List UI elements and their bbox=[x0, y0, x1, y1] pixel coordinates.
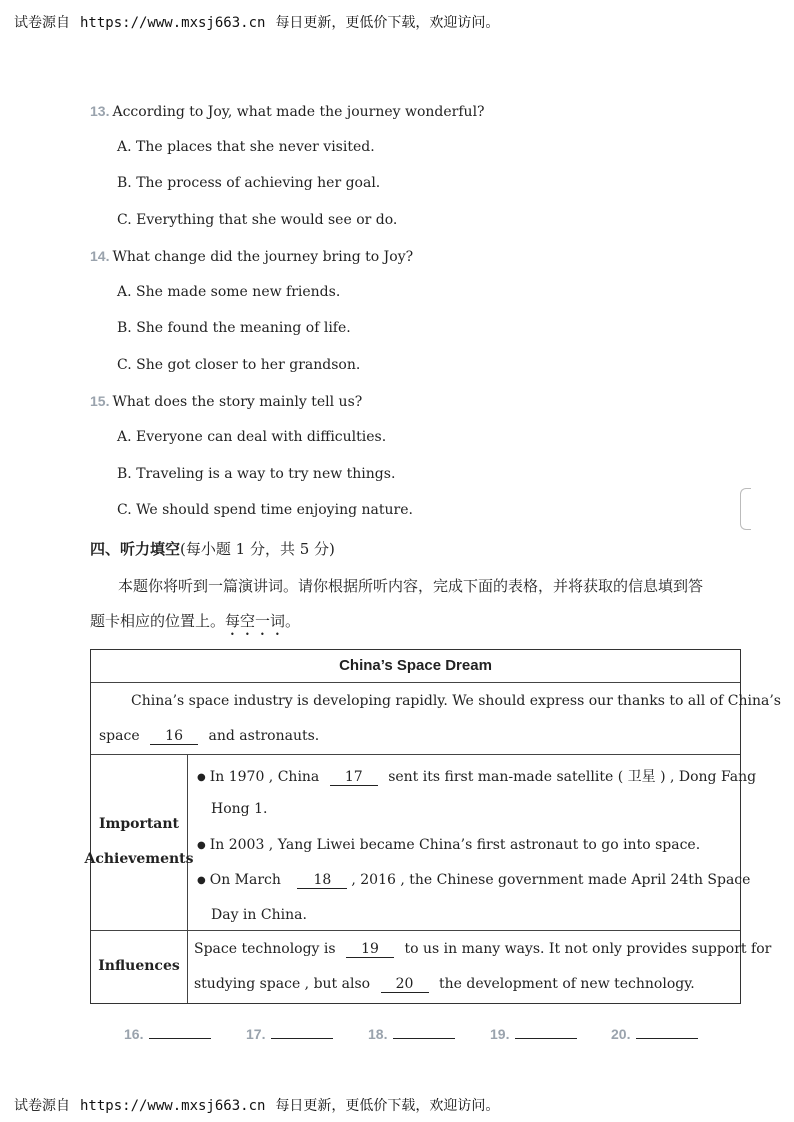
intro-line-2 bbox=[99, 728, 319, 745]
table-title: China’s Space Dream bbox=[91, 650, 740, 683]
question-14-option-a: A. She made some new friends. bbox=[117, 284, 341, 300]
influence-text: studying space , but also bbox=[194, 976, 371, 992]
question-number: 14. bbox=[90, 248, 110, 264]
footer-source-label: 试卷源自 bbox=[14, 1098, 70, 1114]
achievements-label-line-2: Achievements bbox=[84, 851, 194, 867]
answer-line bbox=[149, 1026, 211, 1039]
question-14-option-b: B. She found the meaning of life. bbox=[117, 320, 351, 336]
question-text: What does the story mainly tell us? bbox=[112, 394, 363, 410]
header-source-label: 试卷源自 bbox=[14, 15, 70, 31]
answer-slot-18[interactable] bbox=[368, 1026, 455, 1042]
question-number: 15. bbox=[90, 393, 110, 409]
answer-slot-20[interactable] bbox=[611, 1026, 698, 1042]
question-13-option-b: B. The process of achieving her goal. bbox=[117, 175, 381, 191]
achievements-row bbox=[84, 754, 757, 931]
bullet-icon: ● bbox=[197, 875, 206, 886]
achievement-1-line-2: Hong 1. bbox=[211, 801, 268, 817]
footer-slogan: 每日更新，更低价下载，欢迎访问。 bbox=[275, 1098, 500, 1114]
influence-line-2 bbox=[194, 976, 695, 993]
question-13-option-c: C. Everything that she would see or do. bbox=[117, 212, 398, 228]
answer-slot-label: 16. bbox=[124, 1026, 144, 1042]
header-slogan: 每日更新，更低价下载，欢迎访问。 bbox=[275, 15, 500, 31]
section-title bbox=[90, 538, 335, 559]
influence-text: to us in many ways. It not only provides support for bbox=[404, 941, 772, 957]
influences-row bbox=[91, 930, 772, 1003]
achievements-label bbox=[84, 754, 194, 930]
intro-text: and astronauts. bbox=[208, 728, 320, 744]
achievement-3-line-2: Day in China. bbox=[211, 907, 307, 923]
blank-19: 19 bbox=[346, 941, 394, 958]
achievement-3 bbox=[197, 872, 750, 889]
answer-line bbox=[636, 1026, 698, 1039]
question-text: What change did the journey bring to Joy? bbox=[112, 249, 414, 265]
instruction-emphasis: 每空一词 bbox=[225, 612, 286, 630]
achievement-text: In 1970 , China bbox=[209, 769, 320, 785]
instruction-line-1: 本题你将听到一篇演讲词。请你根据所听内容，完成下面的表格，并将获取的信息填到答 bbox=[118, 577, 704, 595]
binding-edge-mark bbox=[740, 488, 751, 530]
bullet-icon: ● bbox=[197, 772, 206, 783]
question-15-option-a: A. Everyone can deal with difficulties. bbox=[117, 429, 387, 445]
question-13 bbox=[90, 103, 485, 120]
question-13-option-a: A. The places that she never visited. bbox=[117, 139, 375, 155]
intro-line-1: China’s space industry is developing rapidly. We should express our thanks to all of China’s bbox=[131, 693, 781, 709]
blank-18: 18 bbox=[297, 872, 347, 889]
achievement-text: On March bbox=[209, 872, 281, 888]
question-15-option-c: C. We should spend time enjoying nature. bbox=[117, 502, 413, 518]
blank-17: 17 bbox=[330, 769, 378, 786]
answer-slot-17[interactable] bbox=[246, 1026, 333, 1042]
answer-slot-label: 18. bbox=[368, 1026, 388, 1042]
question-14 bbox=[90, 248, 413, 265]
answer-slot-label: 19. bbox=[490, 1026, 510, 1042]
section-title-text: 四、听力填空 bbox=[90, 540, 181, 558]
footer-url-link[interactable]: https://www.mxsj663.cn bbox=[80, 1098, 266, 1114]
answer-slot-label: 17. bbox=[246, 1026, 266, 1042]
influences-label: Influences bbox=[91, 930, 188, 1003]
question-14-option-c: C. She got closer to her grandson. bbox=[117, 357, 361, 373]
blank-20: 20 bbox=[381, 976, 429, 993]
answer-slot-16[interactable] bbox=[124, 1026, 211, 1042]
influence-line-1 bbox=[194, 941, 771, 958]
achievement-text: In 2003 , Yang Liwei became China’s first astronaut to go into space. bbox=[209, 837, 701, 853]
answer-line bbox=[515, 1026, 577, 1039]
question-number: 13. bbox=[90, 103, 110, 119]
section-score-note: (每小题 1 分，共 5 分) bbox=[180, 540, 335, 558]
instruction-line-2 bbox=[90, 610, 300, 639]
page-header bbox=[14, 12, 509, 32]
achievement-1 bbox=[197, 766, 756, 786]
space-dream-table bbox=[84, 649, 781, 1004]
header-url-link[interactable]: https://www.mxsj663.cn bbox=[80, 15, 266, 31]
answer-slot-19[interactable] bbox=[490, 1026, 577, 1042]
instruction-end: 。 bbox=[285, 612, 301, 630]
instruction-line-2-text: 题卡相应的位置上。 bbox=[90, 612, 226, 630]
achievement-2 bbox=[197, 837, 700, 853]
achievement-text: , 2016 , the Chinese government made April 24th Space bbox=[351, 872, 751, 888]
answer-line bbox=[271, 1026, 333, 1039]
achievement-text: sent its first man-made satellite ( 卫星 ) , Dong Fang bbox=[388, 769, 757, 785]
influence-text: the development of new technology. bbox=[438, 976, 695, 992]
question-15 bbox=[90, 393, 362, 410]
question-text: According to Joy, what made the journey wonderful? bbox=[112, 104, 485, 120]
page-footer bbox=[14, 1095, 509, 1115]
answer-slot-label: 20. bbox=[611, 1026, 631, 1042]
table-intro-row bbox=[91, 682, 781, 755]
bullet-icon: ● bbox=[197, 840, 206, 851]
blank-16: 16 bbox=[150, 728, 198, 745]
intro-text: space bbox=[99, 728, 140, 744]
influence-text: Space technology is bbox=[194, 941, 336, 957]
achievements-label-line-1: Important bbox=[98, 816, 180, 832]
question-15-option-b: B. Traveling is a way to try new things. bbox=[117, 466, 396, 482]
answer-line bbox=[393, 1026, 455, 1039]
